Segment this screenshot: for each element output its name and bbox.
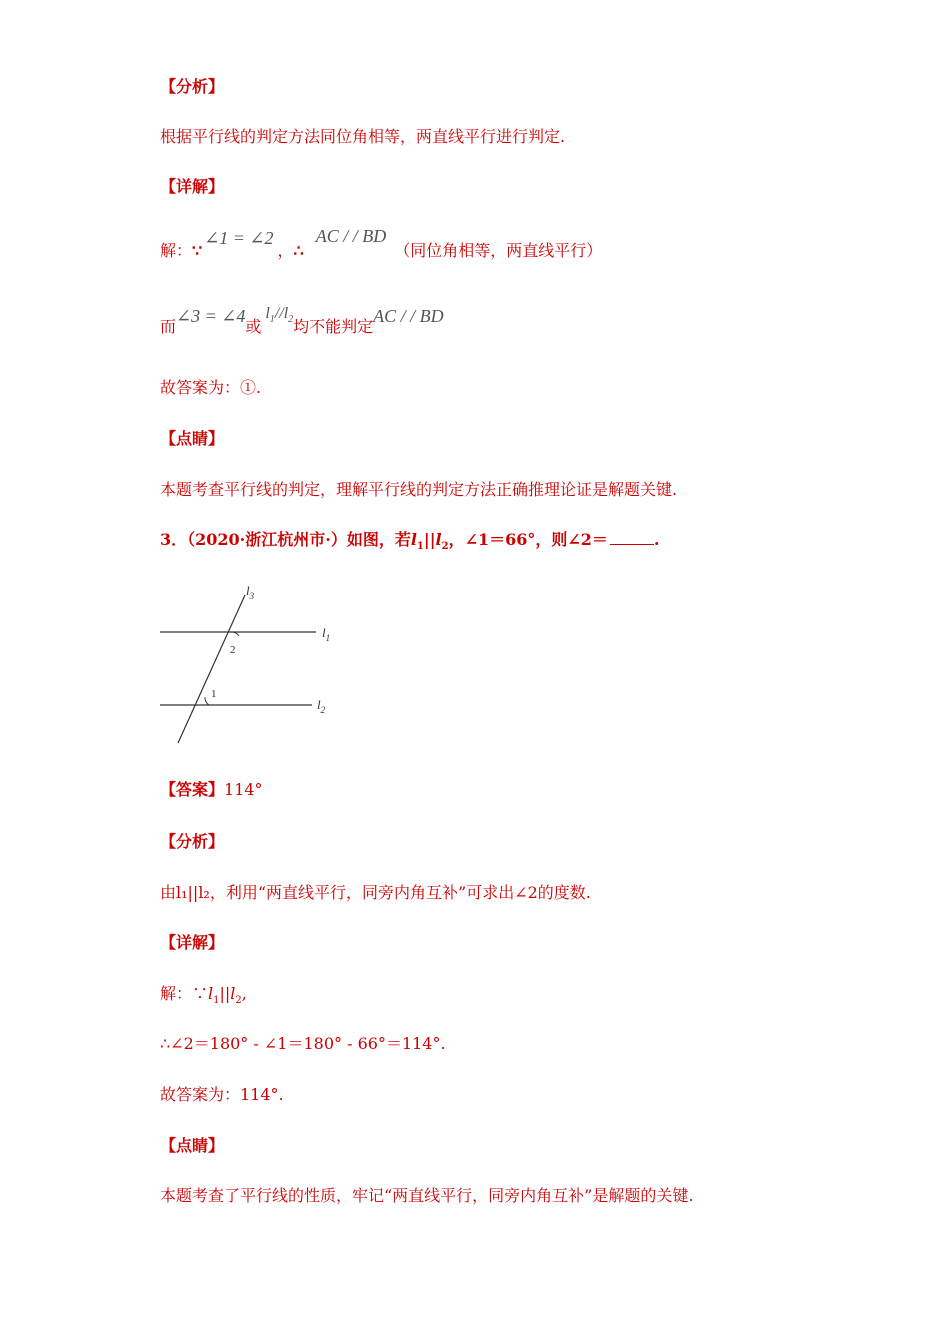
answer-value-2: 114° bbox=[224, 780, 263, 799]
comment-heading-1: 【点睛】 bbox=[160, 429, 225, 448]
answer-line-2 bbox=[160, 780, 263, 800]
answer-heading-2: 【答案】 bbox=[160, 780, 225, 799]
detail-heading-2: 【详解】 bbox=[160, 933, 225, 952]
angle2-label: 2 bbox=[230, 644, 236, 656]
because-symbol: ∵ bbox=[192, 241, 203, 260]
analysis-text-2: 由l₁||l₂，利用“两直线平行，同旁内角互补”可求出∠2的度数. bbox=[160, 883, 591, 902]
comment-heading-2: 【点睛】 bbox=[160, 1136, 225, 1155]
cannot-text: 均不能判定 bbox=[293, 317, 374, 336]
angle1-label: 1 bbox=[211, 688, 217, 700]
label-l3: $l_3$ bbox=[246, 583, 255, 601]
answer-blank bbox=[610, 530, 654, 545]
equation-ac-parallel-bd-2: AC / / BD bbox=[373, 306, 444, 326]
parallel-lines-figure bbox=[150, 575, 350, 750]
comma: ， bbox=[277, 241, 294, 260]
detail-heading-1: 【详解】 bbox=[160, 177, 225, 196]
question-condition: ，∠1＝66°，则∠2＝ bbox=[448, 530, 608, 549]
analysis-heading-1: 【分析】 bbox=[160, 77, 225, 96]
angle1-arc bbox=[205, 697, 209, 705]
analysis-text-1: 根据平行线的判定方法同位角相等，两直线平行进行判定. bbox=[160, 127, 566, 146]
label-l2: $l_2$ bbox=[317, 697, 326, 715]
solution-line-2 bbox=[160, 302, 444, 334]
solution-line-3: 解：$\because l_1||l_2$, bbox=[160, 984, 247, 1007]
question-source: （2020·浙江杭州市·）如图，若 bbox=[187, 530, 411, 549]
line-l3 bbox=[178, 595, 245, 743]
answer-text-2: 故答案为：114°. bbox=[160, 1085, 284, 1104]
l1-parallel-l2: $l_1//l_2$ bbox=[265, 305, 294, 326]
therefore-symbol: ∴ bbox=[293, 241, 304, 260]
calculation-line: ∴∠2＝180° - ∠1＝180° - 66°＝114°. bbox=[160, 1034, 446, 1053]
answer-text-1: 故答案为：①. bbox=[160, 378, 262, 397]
question-number: 3． bbox=[160, 530, 188, 549]
solution-line-1 bbox=[160, 228, 602, 258]
label-l1: $l_1$ bbox=[322, 625, 331, 643]
huo-text: 或 bbox=[245, 317, 262, 336]
comment-text-1: 本题考查平行线的判定，理解平行线的判定方法正确推理论证是解题关键. bbox=[160, 480, 678, 499]
equation-ac-parallel-bd: AC / / BD bbox=[315, 226, 387, 246]
question-3: 3．（2020·浙江杭州市·）如图，若$l_1||l_2$，∠1＝66°，则∠2＝ . bbox=[160, 530, 660, 553]
solution-prefix: 解： bbox=[160, 241, 193, 260]
er-text: 而 bbox=[160, 317, 177, 336]
reason-text: （同位角相等，两直线平行） bbox=[394, 241, 603, 260]
equation-angle3-angle4: ∠3 = ∠4 bbox=[176, 306, 246, 326]
comment-text-2: 本题考查了平行线的性质，牢记“两直线平行，同旁内角互补”是解题的关键. bbox=[160, 1186, 694, 1205]
equation-angle1-angle2: ∠1 = ∠2 bbox=[204, 228, 274, 248]
analysis-heading-2: 【分析】 bbox=[160, 832, 225, 851]
